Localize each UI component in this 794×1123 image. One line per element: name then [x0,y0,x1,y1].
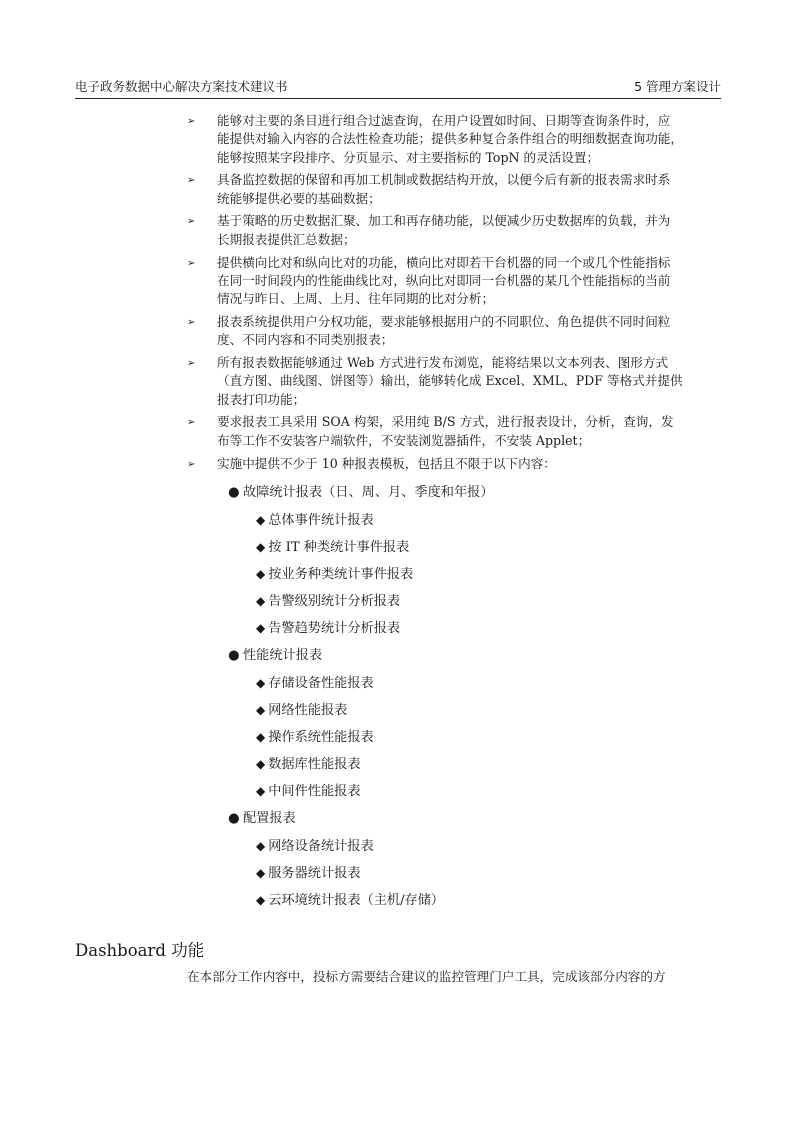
diamond-bullet-icon: ◆ [256,540,266,555]
report-template-item [256,619,400,638]
requirement-line: 能够按照某字段排序、分页显示、对主要指标的 TopN 的灵活设置； [217,149,600,165]
diamond-bullet-icon: ◆ [256,757,266,772]
report-template-item [256,782,361,801]
round-bullet-icon: ● [228,485,240,500]
report-template-item [256,674,374,693]
requirement-line: 要求报表工具采用 SOA 构架，采用纯 B/S 方式，进行报表设计，分析，查询，发 [217,414,674,430]
report-template-item [256,592,400,611]
report-template-name: 存储设备性能报表 [268,676,374,691]
report-template-item [256,565,413,584]
requirement-item [187,112,727,167]
requirement-line: 报表打印功能； [217,391,306,407]
arrow-bullet-icon: ➢ [187,216,196,228]
page-header [75,78,721,96]
diamond-bullet-icon: ◆ [256,594,266,609]
report-template-name: 数据库性能报表 [268,757,361,773]
report-template-item [256,864,361,883]
report-template-name: 告警趋势统计分析报表 [268,621,401,637]
requirement-line: 长期报表提供汇总数据； [217,231,356,247]
diamond-bullet-icon: ◆ [256,866,266,881]
header-divider [75,98,721,99]
requirement-item [187,212,727,249]
arrow-bullet-icon: ➢ [187,175,196,187]
report-template-name: 按业务种类统计事件报表 [268,567,414,583]
requirement-line: 统能够提供必要的基础数据； [217,190,381,206]
diamond-bullet-icon: ◆ [256,730,266,745]
requirement-line: 报表系统提供用户分权功能，要求能够根据用户的不同职位、角色提供不同时间粒 [217,313,671,329]
diamond-bullet-icon: ◆ [256,621,266,636]
requirement-line: 具备监控数据的保留和再加工机制或数据结构开放，以便今后有新的报表需求时系 [217,172,671,188]
chapter-title: 5 管理方案设计 [634,79,721,94]
report-template-name: 服务器统计报表 [268,866,361,882]
arrow-bullet-icon: ➢ [187,316,196,328]
diamond-bullet-icon: ◆ [256,676,266,690]
report-template-name: 中间件性能报表 [268,784,361,800]
requirement-item [187,313,727,350]
requirement-line: 实施中提供不少于 10 种报表模板，包括且不限于以下内容： [217,455,556,471]
section-paragraph: 在本部分工作内容中，投标方需要结合建议的监控管理门户工具，完成该部分内容的方 [187,969,666,984]
report-template-name: 按 IT 种类统计事件报表 [268,540,410,556]
requirement-line: 提供横向比对和纵向比对的功能，横向比对即若干台机器的同一个或几个性能指标 [217,254,671,270]
report-template-name: 网络设备统计报表 [268,839,374,854]
report-group-name: 性能统计报表 [243,648,323,663]
report-template-name: 总体事件统计报表 [268,513,374,528]
arrow-bullet-icon: ➢ [187,116,196,127]
report-template-item [256,701,347,720]
arrow-bullet-icon: ➢ [187,257,196,269]
requirement-item [187,254,727,309]
report-template-item [256,511,374,530]
requirement-line: 情况与昨日、上周、上月、往年同期的比对分析； [217,291,495,307]
report-template-item [256,755,361,774]
round-bullet-icon: ● [228,648,240,663]
report-group-name: 配置报表 [243,811,296,826]
report-template-item [256,538,409,557]
requirement-line: 在同一时间段内的性能曲线比对，纵向比对即同一台机器的某几个性能指标的当前 [217,272,671,288]
requirement-line: 能提供对输入内容的合法性检查功能；提供多种复合条件组合的明细数据查询功能， [217,131,683,147]
requirement-item [187,171,727,208]
report-template-item [256,891,444,910]
requirement-line: 基于策略的历史数据汇聚、加工和再存储功能，以便减少历史数据库的负载，并为 [217,213,671,229]
requirement-item [187,413,727,450]
report-template-name: 告警级别统计分析报表 [268,594,401,610]
requirement-line: 能够对主要的条目进行组合过滤查询，在用户设置如时间、日期等查询条件时，应 [217,113,671,128]
diamond-bullet-icon: ◆ [256,513,266,527]
arrow-bullet-icon: ➢ [187,358,196,370]
requirement-item [187,354,727,409]
round-bullet-icon: ● [228,811,240,826]
report-template-item [256,728,374,747]
diamond-bullet-icon: ◆ [256,784,266,799]
requirement-line: （直方图、曲线图、饼图等）输出，能够转化成 Excel、XML、PDF 等格式并提供 [217,373,683,389]
diamond-bullet-icon: ◆ [256,893,266,908]
requirement-item [187,455,727,473]
diamond-bullet-icon: ◆ [256,839,266,853]
report-group-name: 故障统计报表（日、周、月、季度和年报） [243,485,494,500]
requirement-line: 所有报表数据能够通过 Web 方式进行发布浏览，能将结果以文本列表、图形方式 [217,355,669,371]
requirement-line: 布等工作不安装客户端软件，不安装浏览器插件，不安装 Applet； [217,432,591,448]
requirements-list [187,112,727,477]
diamond-bullet-icon: ◆ [256,567,266,582]
diamond-bullet-icon: ◆ [256,703,266,718]
section-heading: Dashboard 功能 [75,941,205,960]
report-template-name: 网络性能报表 [268,703,348,719]
report-template-item [256,837,374,856]
report-template-name: 操作系统性能报表 [268,730,374,746]
document-title: 电子政务数据中心解决方案技术建议书 [75,79,288,94]
requirement-line: 度、不同内容和不同类别报表； [217,332,394,348]
report-template-name: 云环境统计报表（主机/存储） [268,893,445,909]
arrow-bullet-icon: ➢ [187,417,196,429]
arrow-bullet-icon: ➢ [187,458,196,470]
